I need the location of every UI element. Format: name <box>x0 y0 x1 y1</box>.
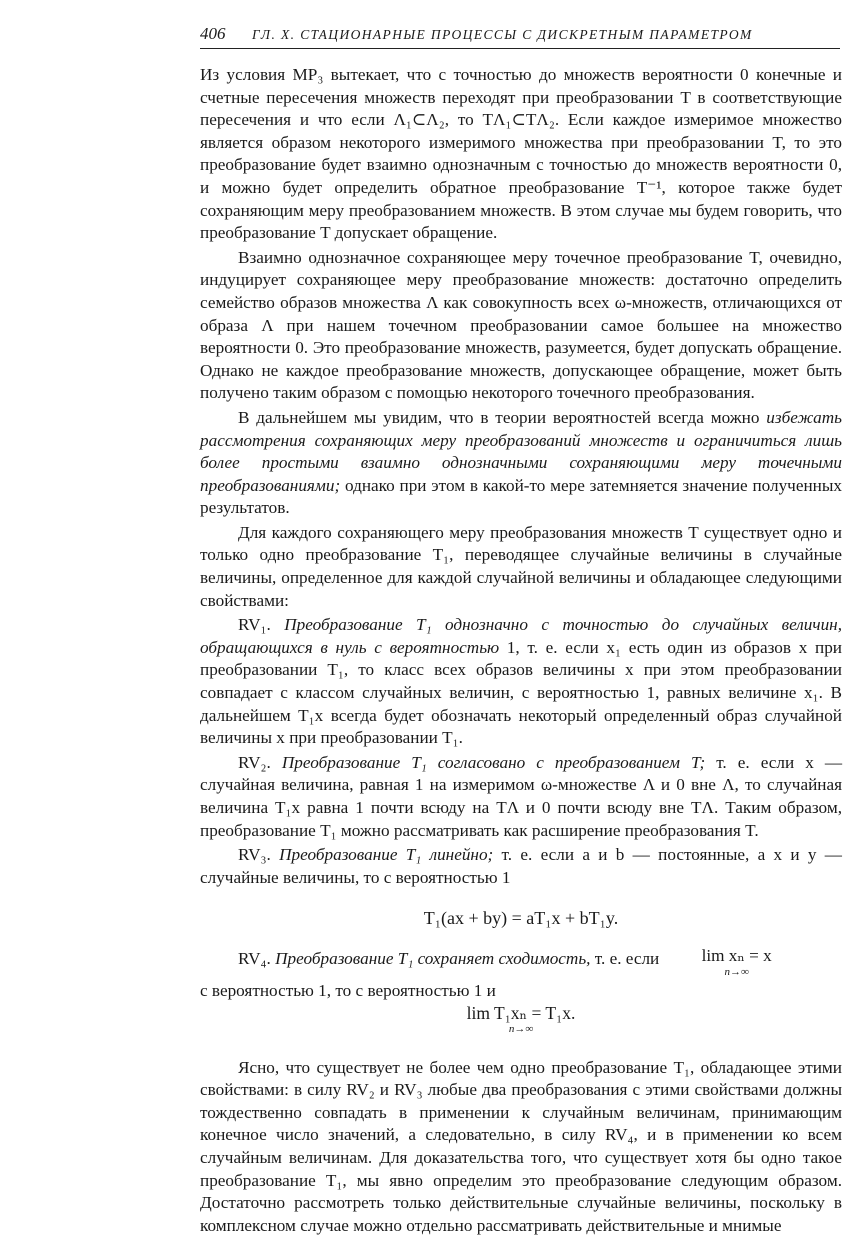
rv4-text: т. е. если <box>590 948 660 968</box>
page-header <box>200 24 840 49</box>
rv1-text: 1, т. е. если x₁ есть один из образов x при преобразовании T₁, то класс всех образов величины x при этом преобразовании совпадает с классом случайных величин, с вероятностью 1, равных величине x₁. В дальнейшем T₁x всегда будет обозначать некоторый определенный образ случайной величины x при преобразовании T₁. <box>200 637 842 748</box>
rv4-continuation: с вероятностью 1, то с вероятностью 1 и <box>200 980 496 1000</box>
formula2-expr: lim T₁xₙ = T₁x. <box>466 1002 576 1023</box>
rv2-text: т. е. если x — случайная величина, равная 1 на измеримом ω-множестве Λ и 0 вне Λ, то случайная величина T₁x равна 1 почти всюду на TΛ и 0 почти всюду вне TΛ. Таким образом, преобразование T₁ можно рассматривать как расширение преобразования T. <box>200 752 843 840</box>
rv3-label: RV₃. <box>238 845 271 865</box>
rv3-title: Преобразование T₁ линейно; <box>279 845 494 865</box>
rv1-label: RV₁. <box>238 615 271 635</box>
page-number: 406 <box>200 24 226 43</box>
property-rv4 <box>200 945 842 980</box>
paragraph-3-emphasis: избежать рассмотрения сохраняющих меру преобразований множеств и ограничиться лишь более простыми взаимно однозначными сохраняющими меру точечными преобразованиями; <box>200 407 842 495</box>
formula2-limit <box>466 1002 576 1037</box>
formula-linearity: T₁(ax + by) = aT₁x + bT₁y. <box>423 908 619 929</box>
property-rv3 <box>200 844 842 889</box>
paragraph-1: Из условия MP₃ вытекает, что с точностью до множеств вероятности 0 конечные и счетные пересечения множеств переходят при преобразовании T в соответствующие пересечения и что если Λ₁⊂Λ₂, то TΛ₁⊂TΛ₂. Если каждое измеримое множество является образом некоторого измеримого множества при преобразовании T, то это преобразование будет взаимно однозначным с точностью до множеств вероятности 0, и можно будет определить обратное преобразование T⁻¹, которое также будет сохраняющим меру преобразованием множеств. В этом случае мы будем говорить, что преобразование T допускает обращение. <box>200 65 842 243</box>
rv4-limit-expr: lim xₙ = x <box>701 945 772 965</box>
paragraph-3-end: однако при этом в какой-то мере затемняется значение полученных результатов. <box>200 475 842 518</box>
formula-convergence <box>200 1002 842 1037</box>
paragraph-5: Ясно, что существует не более чем одно преобразование T₁, обладающее этими свойствами: в силу RV₂ и RV₃ любые два преобразования с этими свойствами должны тождественно совпадать в применении к случайным величинам, принимающим конечное число значений, а следовательно, в силу RV₄, и в применении ко всем случайным величинам. Для доказательства того, что существует хотя бы одно такое преобразование T₁, мы явно определим это преобразование следующим образом. Достаточно рассмотреть только действительные случайные величины, поскольку в комплексном случае можно отдельно рассматривать действительные и мнимые <box>200 1057 842 1235</box>
running-head: ГЛ. X. СТАЦИОНАРНЫЕ ПРОЦЕССЫ С ДИСКРЕТНЫМ ПАРАМЕТРОМ <box>252 27 753 42</box>
paragraph-2: Взаимно однозначное сохраняющее меру точечное преобразование T, очевидно, индуцирует сохраняющее меру преобразование множеств: достаточно определить семейство образов множества Λ как совокупность всех ω-множеств, отличающихся от образа Λ при нашем точечном преобразовании самое большее на множество вероятности 0. Это преобразование множеств, разумеется, будет допускать обращение. Однако не каждое преобразование множеств, допускающее обращение, может быть получено таким образом с помощью некоторого точечного преобразования. <box>200 247 842 403</box>
rv4-limit <box>664 945 772 980</box>
property-rv2 <box>200 752 842 842</box>
page-body <box>200 64 842 1237</box>
paragraph-3 <box>200 407 842 520</box>
rv4-title: Преобразование T₁ сохраняет сходимость, <box>275 948 591 968</box>
paragraph-3-start: В дальнейшем мы увидим, что в теории вероятностей всегда можно <box>238 407 767 427</box>
formula2-sub: n→∞ <box>508 1022 534 1035</box>
rv2-title: Преобразование T₁ согласовано с преобразованием T; <box>281 752 706 772</box>
rv2-label: RV₂. <box>238 752 271 772</box>
rv4-label: RV₄. <box>238 948 271 968</box>
rv1-title: Преобразование T₁ однозначно с точностью до случайных величин, обращающихся в нуль с вероятностью <box>200 615 843 657</box>
rv3-text: т. е. если a и b — постоянные, a x и y — случайные величины, то с вероятностью 1 <box>200 845 842 887</box>
rv4-limit-sub: n→∞ <box>724 965 749 978</box>
paragraph-4: Для каждого сохраняющего меру преобразования множеств T существует одно и только одно преобразование T₁, переводящее случайные величины в случайные величины, определенное для каждой случайной величины и обладающее следующими свойствами: <box>200 522 842 610</box>
property-rv1 <box>200 614 842 750</box>
